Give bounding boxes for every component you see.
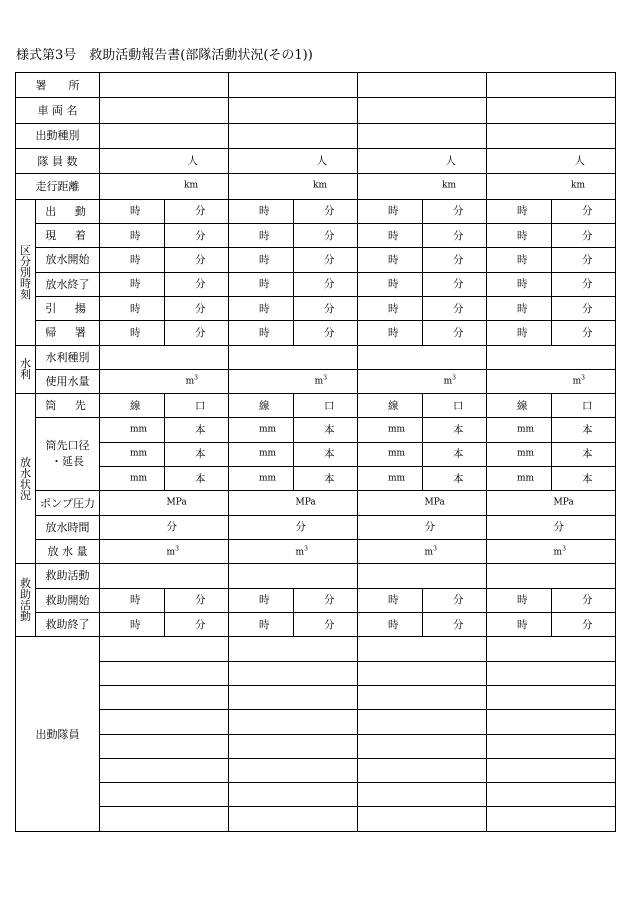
row-crew-3: [16, 685, 616, 709]
crew-name-5-3[interactable]: [358, 734, 487, 758]
nozzle-diameter-1-2[interactable]: mm: [229, 418, 294, 442]
rescue-start-hour-2[interactable]: 時: [229, 588, 294, 612]
water-end-hour-4[interactable]: 時: [487, 272, 552, 296]
station-field-3[interactable]: [358, 73, 487, 98]
nozzle-count-4[interactable]: 口: [552, 394, 616, 418]
label-station: 署 所: [16, 73, 100, 98]
distance-field-4[interactable]: [487, 174, 616, 199]
row-crew-1: [16, 637, 616, 661]
label-crew-count: 隊 員 数: [16, 148, 100, 173]
withdrawal-minute-4[interactable]: 分: [552, 296, 616, 320]
unit-km: km: [184, 180, 198, 191]
label-rescue-start: 救助開始: [36, 588, 100, 612]
row-time-arrival: [16, 223, 616, 247]
crew-count-field-2[interactable]: [229, 148, 358, 173]
nozzle-diameter-2-2[interactable]: mm: [229, 442, 294, 466]
water-used-field-2[interactable]: [229, 369, 358, 393]
nozzle-length-3-3[interactable]: 本: [423, 467, 487, 491]
label-water-start: 放水開始: [36, 248, 100, 272]
withdrawal-hour-2[interactable]: 時: [229, 296, 294, 320]
return-minute-3[interactable]: 分: [423, 321, 487, 345]
vehicle-field-3[interactable]: [358, 98, 487, 123]
rescue-end-hour-4[interactable]: 時: [487, 612, 552, 636]
station-field-4[interactable]: [487, 73, 616, 98]
label-return: 帰 署: [36, 321, 100, 345]
row-nozzle-diameter-2: [16, 442, 616, 466]
pump-pressure-field-3[interactable]: MPa: [358, 491, 487, 515]
crew-name-2-1[interactable]: [100, 661, 229, 685]
dispatch-type-field-2[interactable]: [229, 123, 358, 148]
crew-name-8-4[interactable]: [487, 807, 616, 832]
water-start-hour-3[interactable]: 時: [358, 248, 423, 272]
label-discharge-time: 放水時間: [36, 515, 100, 539]
row-time-water-end: [16, 272, 616, 296]
nozzle-count-2[interactable]: 口: [294, 394, 358, 418]
row-time-water-start: [16, 248, 616, 272]
nozzle-diameter-3-4[interactable]: mm: [487, 467, 552, 491]
water-end-hour-1[interactable]: 時: [100, 272, 165, 296]
water-start-minute-3[interactable]: 分: [423, 248, 487, 272]
nozzle-lines-2[interactable]: 線: [229, 394, 294, 418]
rescue-end-hour-2[interactable]: 時: [229, 612, 294, 636]
label-water-source-type: 水利種別: [36, 345, 100, 369]
water-start-minute-2[interactable]: 分: [294, 248, 358, 272]
nozzle-diameter-2-1[interactable]: mm: [100, 442, 165, 466]
label-rescue-end: 救助終了: [36, 612, 100, 636]
unit-km: km: [313, 180, 327, 191]
label-rescue-activity: 救助活動: [36, 564, 100, 588]
unit-person: 人: [445, 154, 456, 167]
nozzle-length-1-3[interactable]: 本: [423, 418, 487, 442]
crew-name-2-4[interactable]: [487, 661, 616, 685]
vehicle-field-1[interactable]: [100, 98, 229, 123]
water-source-type-field-4[interactable]: [487, 345, 616, 369]
label-pump-pressure: ポンプ圧力: [36, 491, 100, 515]
water-used-field-3[interactable]: [358, 369, 487, 393]
dispatch-hour-3[interactable]: 時: [358, 199, 423, 223]
row-station: [16, 73, 616, 98]
water-end-minute-3[interactable]: 分: [423, 272, 487, 296]
crew-name-6-4[interactable]: [487, 758, 616, 782]
water-source-type-field-2[interactable]: [229, 345, 358, 369]
row-crew-5: [16, 734, 616, 758]
crew-name-5-2[interactable]: [229, 734, 358, 758]
rescue-start-minute-1[interactable]: 分: [165, 588, 229, 612]
crew-name-6-3[interactable]: [358, 758, 487, 782]
water-end-minute-1[interactable]: 分: [165, 272, 229, 296]
unit-person: 人: [316, 154, 327, 167]
crew-name-7-4[interactable]: [487, 783, 616, 807]
nozzle-count-3[interactable]: 口: [423, 394, 487, 418]
row-distance: [16, 174, 616, 199]
discharge-time-field-2[interactable]: 分: [229, 515, 358, 539]
crew-name-4-4[interactable]: [487, 710, 616, 734]
label-dispatch-type: 出動種別: [16, 123, 100, 148]
water-source-type-field-1[interactable]: [100, 345, 229, 369]
row-nozzle-diameter-1: [16, 418, 616, 442]
crew-name-8-1[interactable]: [100, 807, 229, 832]
discharge-time-field-3[interactable]: 分: [358, 515, 487, 539]
water-start-hour-4[interactable]: 時: [487, 248, 552, 272]
row-rescue-end: [16, 612, 616, 636]
row-crew-4: [16, 710, 616, 734]
crew-name-4-2[interactable]: [229, 710, 358, 734]
unit-km: km: [571, 180, 585, 191]
arrival-minute-2[interactable]: 分: [294, 223, 358, 247]
return-minute-1[interactable]: 分: [165, 321, 229, 345]
return-hour-1[interactable]: 時: [100, 321, 165, 345]
rescue-start-hour-3[interactable]: 時: [358, 588, 423, 612]
return-hour-4[interactable]: 時: [487, 321, 552, 345]
crew-name-2-2[interactable]: [229, 661, 358, 685]
arrival-hour-2[interactable]: 時: [229, 223, 294, 247]
label-water-used: 使用水量: [36, 369, 100, 393]
withdrawal-hour-1[interactable]: 時: [100, 296, 165, 320]
nozzle-length-1-1[interactable]: 本: [165, 418, 229, 442]
crew-name-1-1[interactable]: [100, 637, 229, 661]
label-vehicle: 車 両 名: [16, 98, 100, 123]
water-source-type-field-3[interactable]: [358, 345, 487, 369]
station-field-2[interactable]: [229, 73, 358, 98]
nozzle-length-3-2[interactable]: 本: [294, 467, 358, 491]
rescue-end-hour-3[interactable]: 時: [358, 612, 423, 636]
nozzle-length-2-2[interactable]: 本: [294, 442, 358, 466]
dispatch-type-field-1[interactable]: [100, 123, 229, 148]
discharge-time-field-4[interactable]: 分: [487, 515, 616, 539]
crew-name-2-3[interactable]: [358, 661, 487, 685]
water-end-minute-4[interactable]: 分: [552, 272, 616, 296]
nozzle-length-2-1[interactable]: 本: [165, 442, 229, 466]
withdrawal-minute-1[interactable]: 分: [165, 296, 229, 320]
row-crew-count: [16, 148, 616, 173]
rescue-end-minute-4[interactable]: 分: [552, 612, 616, 636]
label-nozzle: 筒 先: [36, 394, 100, 418]
row-dispatch-type: [16, 123, 616, 148]
crew-name-3-3[interactable]: [358, 685, 487, 709]
row-nozzle-diameter-3: [16, 467, 616, 491]
crew-count-field-1[interactable]: [100, 148, 229, 173]
crew-name-7-2[interactable]: [229, 783, 358, 807]
nozzle-length-2-4[interactable]: 本: [552, 442, 616, 466]
withdrawal-hour-3[interactable]: 時: [358, 296, 423, 320]
nozzle-length-1-2[interactable]: 本: [294, 418, 358, 442]
rescue-activity-field-3[interactable]: [358, 564, 487, 588]
row-pump-pressure: [16, 491, 616, 515]
crew-name-1-4[interactable]: [487, 637, 616, 661]
return-minute-2[interactable]: 分: [294, 321, 358, 345]
nozzle-diameter-1-1[interactable]: mm: [100, 418, 165, 442]
crew-count-field-4[interactable]: [487, 148, 616, 173]
rescue-report-form: [15, 72, 616, 832]
nozzle-diameter-3-3[interactable]: mm: [358, 467, 423, 491]
nozzle-length-1-4[interactable]: 本: [552, 418, 616, 442]
dispatch-minute-3[interactable]: 分: [423, 199, 487, 223]
rescue-start-hour-4[interactable]: 時: [487, 588, 552, 612]
dispatch-minute-4[interactable]: 分: [552, 199, 616, 223]
withdrawal-hour-4[interactable]: 時: [487, 296, 552, 320]
nozzle-diameter-2-4[interactable]: mm: [487, 442, 552, 466]
arrival-minute-3[interactable]: 分: [423, 223, 487, 247]
arrival-hour-1[interactable]: 時: [100, 223, 165, 247]
rescue-activity-field-4[interactable]: [487, 564, 616, 588]
nozzle-lines-3[interactable]: 線: [358, 394, 423, 418]
nozzle-count-1[interactable]: 口: [165, 394, 229, 418]
crew-name-5-1[interactable]: [100, 734, 229, 758]
crew-name-3-1[interactable]: [100, 685, 229, 709]
crew-name-4-3[interactable]: [358, 710, 487, 734]
unit-km: km: [442, 180, 456, 191]
water-end-minute-2[interactable]: 分: [294, 272, 358, 296]
nozzle-diameter-2-3[interactable]: mm: [358, 442, 423, 466]
crew-count-field-3[interactable]: [358, 148, 487, 173]
rescue-start-hour-1[interactable]: 時: [100, 588, 165, 612]
crew-name-8-3[interactable]: [358, 807, 487, 832]
crew-name-7-1[interactable]: [100, 783, 229, 807]
vehicle-field-2[interactable]: [229, 98, 358, 123]
pump-pressure-field-1[interactable]: MPa: [100, 491, 229, 515]
distance-field-1[interactable]: [100, 174, 229, 199]
label-distance: 走行距離: [16, 174, 100, 199]
crew-name-6-2[interactable]: [229, 758, 358, 782]
nozzle-diameter-3-1[interactable]: mm: [100, 467, 165, 491]
label-arrival: 現 着: [36, 223, 100, 247]
dispatch-minute-2[interactable]: 分: [294, 199, 358, 223]
water-end-hour-3[interactable]: 時: [358, 272, 423, 296]
rescue-start-minute-4[interactable]: 分: [552, 588, 616, 612]
crew-name-5-4[interactable]: [487, 734, 616, 758]
nozzle-diameter-1-3[interactable]: mm: [358, 418, 423, 442]
withdrawal-minute-2[interactable]: 分: [294, 296, 358, 320]
return-hour-3[interactable]: 時: [358, 321, 423, 345]
row-crew-2: [16, 661, 616, 685]
nozzle-lines-1[interactable]: 線: [100, 394, 165, 418]
row-time-return: [16, 321, 616, 345]
dispatch-hour-2[interactable]: 時: [229, 199, 294, 223]
row-crew-7: [16, 783, 616, 807]
row-water-used: [16, 369, 616, 393]
discharge-volume-field-2[interactable]: $m^3$: [229, 540, 358, 564]
water-start-minute-1[interactable]: 分: [165, 248, 229, 272]
unit-m3: $m^3$: [185, 374, 198, 387]
dispatch-type-field-4[interactable]: [487, 123, 616, 148]
group-label-water-source: 水 利: [16, 345, 36, 394]
nozzle-length-2-3[interactable]: 本: [423, 442, 487, 466]
rescue-start-minute-3[interactable]: 分: [423, 588, 487, 612]
form-title: 様式第3号 救助活動報告書(部隊活動状況(その1)): [16, 48, 313, 63]
rescue-end-minute-2[interactable]: 分: [294, 612, 358, 636]
dispatch-hour-4[interactable]: 時: [487, 199, 552, 223]
row-rescue-activity: [16, 564, 616, 588]
discharge-time-field-1[interactable]: 分: [100, 515, 229, 539]
label-water-end: 放水終了: [36, 272, 100, 296]
distance-field-2[interactable]: [229, 174, 358, 199]
label-dispatched-crew: 出動隊員: [16, 637, 100, 832]
pump-pressure-field-4[interactable]: MPa: [487, 491, 616, 515]
label-nozzle-diameter-extension: 筒先口径 ・延長: [36, 418, 100, 491]
discharge-volume-field-4[interactable]: $m^3$: [487, 540, 616, 564]
row-crew-6: [16, 758, 616, 782]
arrival-hour-4[interactable]: 時: [487, 223, 552, 247]
water-used-field-1[interactable]: [100, 369, 229, 393]
label-dispatch: 出 動: [36, 199, 100, 223]
rescue-end-hour-1[interactable]: 時: [100, 612, 165, 636]
water-start-minute-4[interactable]: 分: [552, 248, 616, 272]
group-label-water-discharge-status: 放 水 状 況: [16, 394, 36, 564]
row-discharge-time: [16, 515, 616, 539]
row-vehicle: [16, 98, 616, 123]
unit-m3: $m^3$: [443, 374, 456, 387]
arrival-hour-3[interactable]: 時: [358, 223, 423, 247]
distance-field-3[interactable]: [358, 174, 487, 199]
rescue-end-minute-1[interactable]: 分: [165, 612, 229, 636]
rescue-end-minute-3[interactable]: 分: [423, 612, 487, 636]
unit-person: 人: [187, 154, 198, 167]
discharge-volume-field-3[interactable]: $m^3$: [358, 540, 487, 564]
unit-m3: $m^3$: [314, 374, 327, 387]
rescue-activity-field-2[interactable]: [229, 564, 358, 588]
water-start-hour-1[interactable]: 時: [100, 248, 165, 272]
rescue-start-minute-2[interactable]: 分: [294, 588, 358, 612]
row-time-withdrawal: [16, 296, 616, 320]
nozzle-length-3-1[interactable]: 本: [165, 467, 229, 491]
rescue-activity-field-1[interactable]: [100, 564, 229, 588]
pump-pressure-field-2[interactable]: MPa: [229, 491, 358, 515]
water-end-hour-2[interactable]: 時: [229, 272, 294, 296]
return-minute-4[interactable]: 分: [552, 321, 616, 345]
nozzle-length-3-4[interactable]: 本: [552, 467, 616, 491]
label-withdrawal: 引 揚: [36, 296, 100, 320]
crew-name-7-3[interactable]: [358, 783, 487, 807]
group-label-rescue-activity: 救 助 活 動: [16, 564, 36, 637]
crew-name-6-1[interactable]: [100, 758, 229, 782]
arrival-minute-4[interactable]: 分: [552, 223, 616, 247]
crew-name-3-2[interactable]: [229, 685, 358, 709]
crew-name-3-4[interactable]: [487, 685, 616, 709]
crew-name-1-3[interactable]: [358, 637, 487, 661]
dispatch-type-field-3[interactable]: [358, 123, 487, 148]
water-used-field-4[interactable]: [487, 369, 616, 393]
nozzle-diameter-3-2[interactable]: mm: [229, 467, 294, 491]
crew-name-8-2[interactable]: [229, 807, 358, 832]
return-hour-2[interactable]: 時: [229, 321, 294, 345]
row-water-source-type: [16, 345, 616, 369]
crew-name-4-1[interactable]: [100, 710, 229, 734]
nozzle-diameter-1-4[interactable]: mm: [487, 418, 552, 442]
row-crew-8: [16, 807, 616, 832]
vehicle-field-4[interactable]: [487, 98, 616, 123]
label-discharge-volume: 放 水 量: [36, 540, 100, 564]
unit-person: 人: [574, 154, 585, 167]
unit-m3: $m^3$: [572, 374, 585, 387]
row-rescue-start: [16, 588, 616, 612]
row-discharge-volume: [16, 540, 616, 564]
row-time-dispatch: [16, 199, 616, 223]
station-field-1[interactable]: [100, 73, 229, 98]
discharge-volume-field-1[interactable]: $m^3$: [100, 540, 229, 564]
crew-name-1-2[interactable]: [229, 637, 358, 661]
arrival-minute-1[interactable]: 分: [165, 223, 229, 247]
dispatch-minute-1[interactable]: 分: [165, 199, 229, 223]
water-start-hour-2[interactable]: 時: [229, 248, 294, 272]
group-label-time-by-category: 区 分 別 時 刻: [16, 199, 36, 345]
nozzle-lines-4[interactable]: 線: [487, 394, 552, 418]
dispatch-hour-1[interactable]: 時: [100, 199, 165, 223]
withdrawal-minute-3[interactable]: 分: [423, 296, 487, 320]
row-nozzle: [16, 394, 616, 418]
